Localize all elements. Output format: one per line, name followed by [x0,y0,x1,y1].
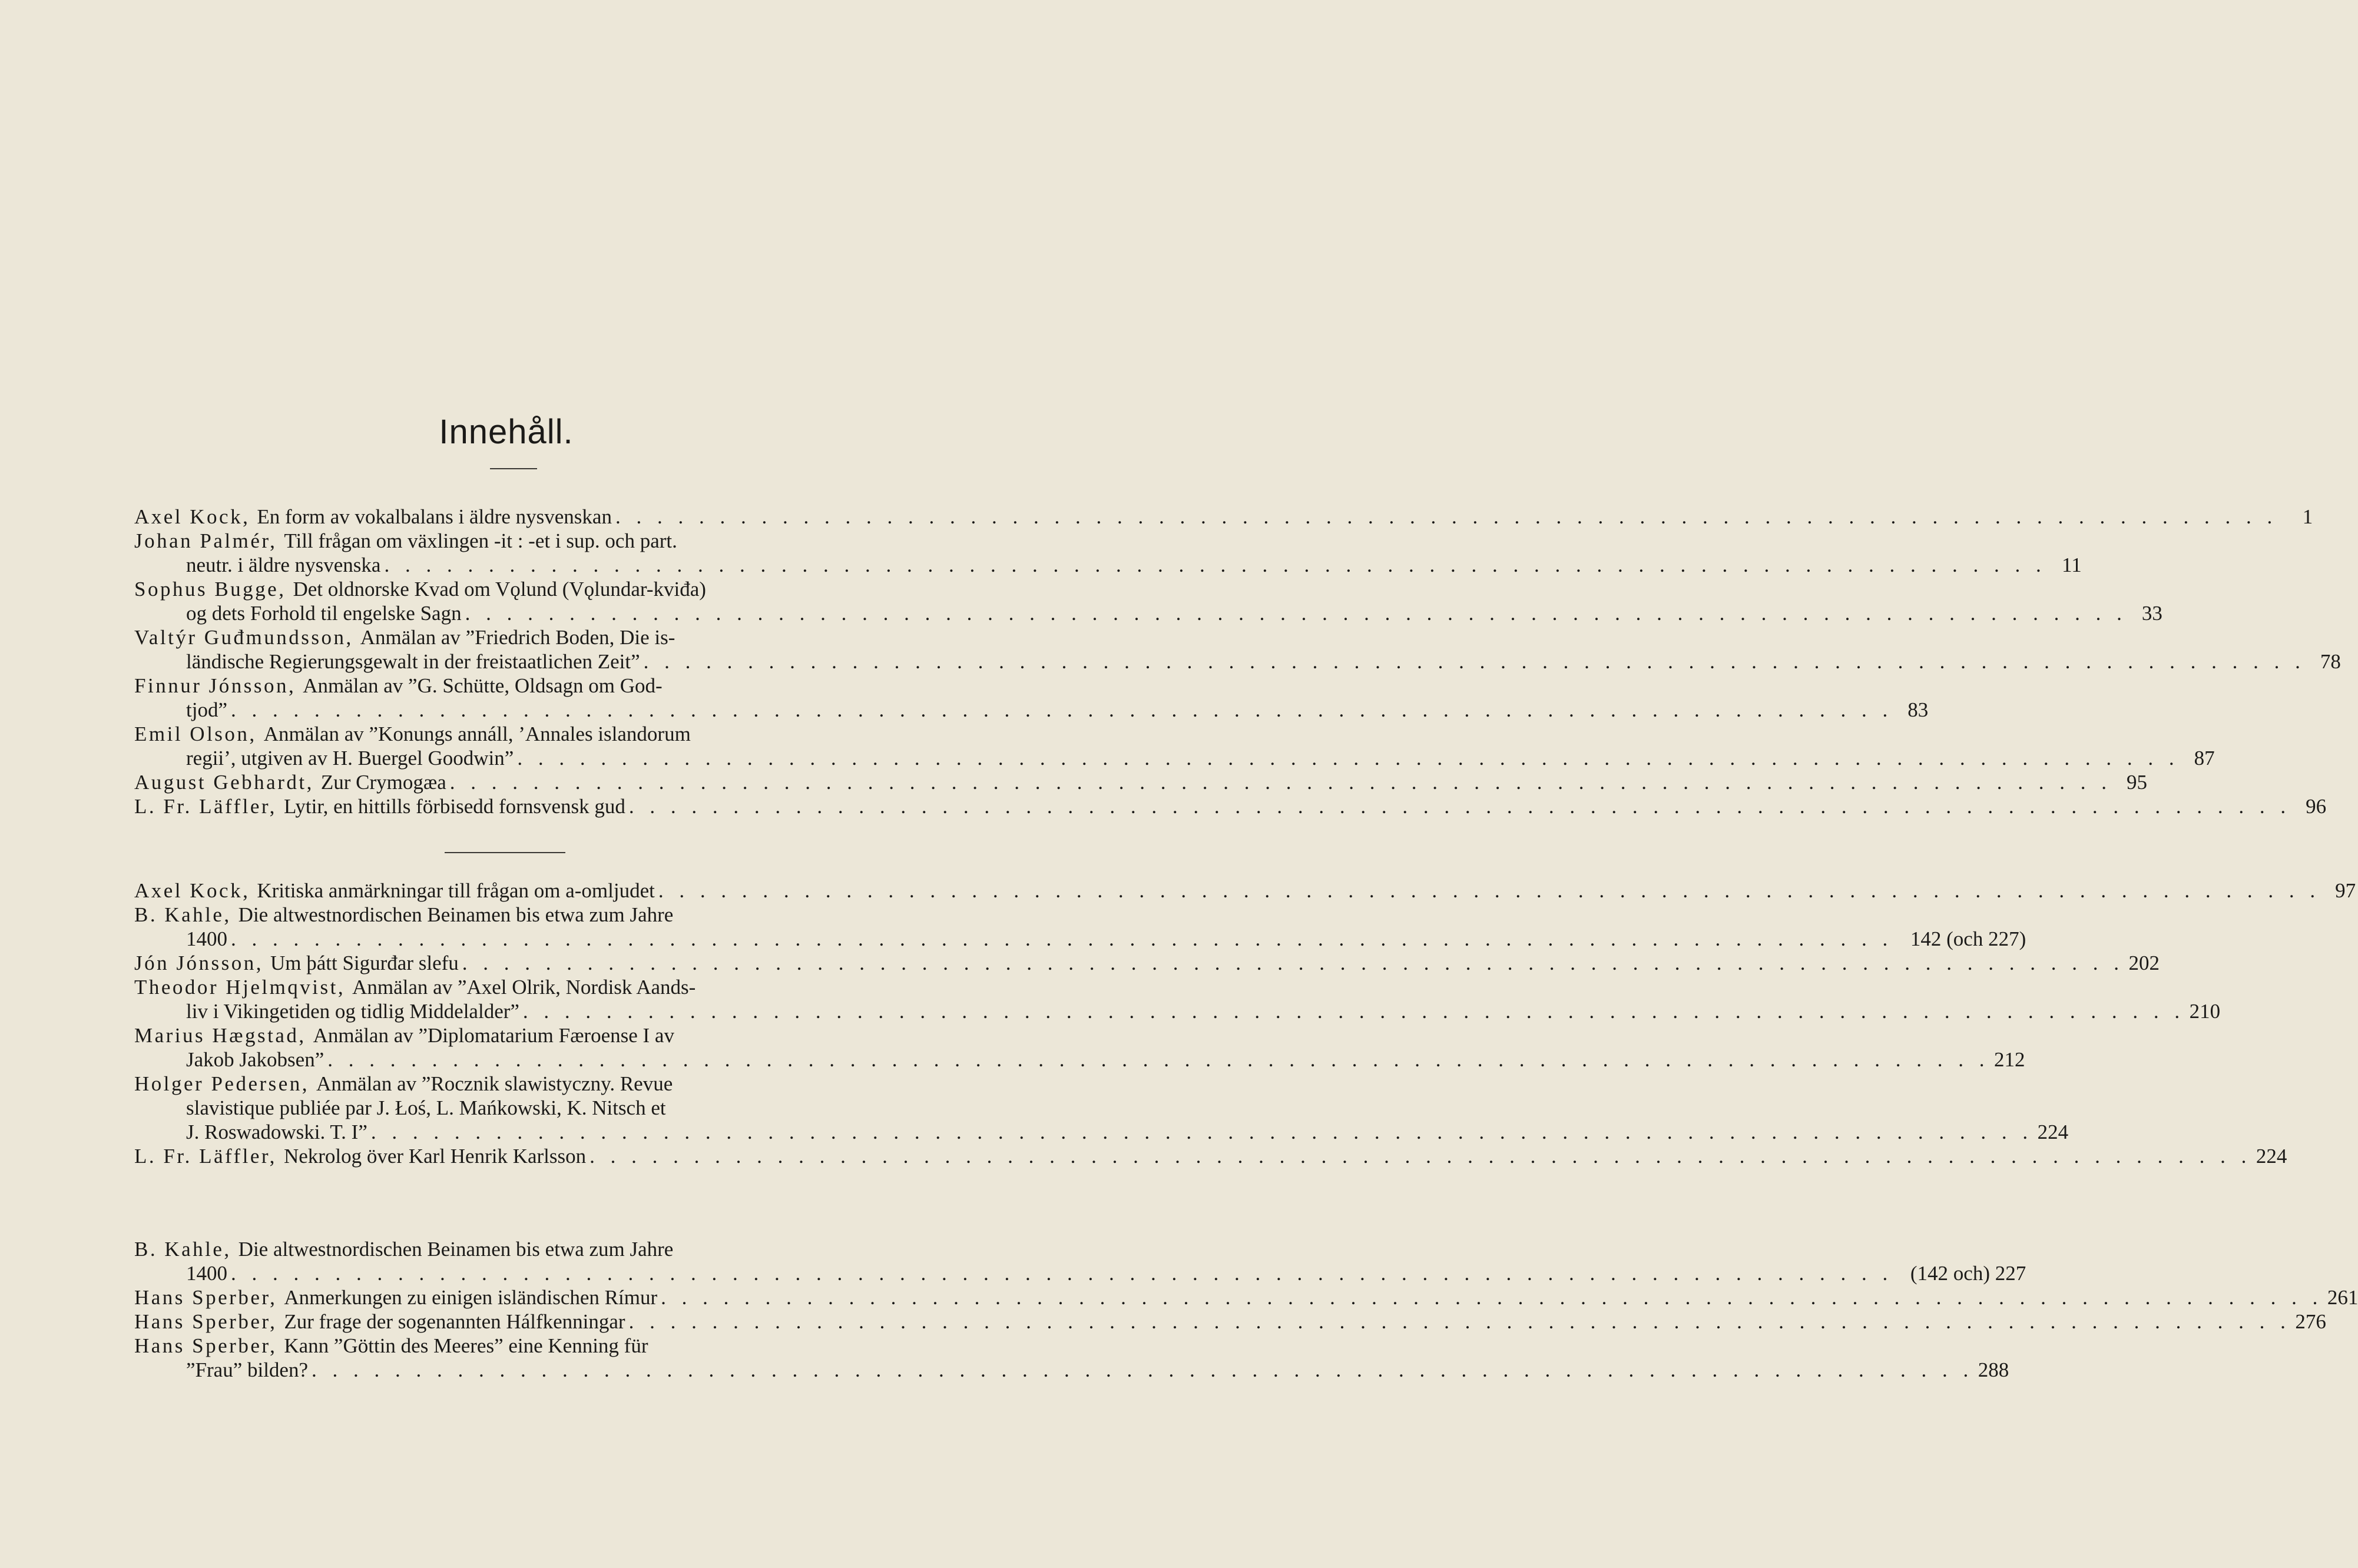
toc-entry [134,1237,2026,1285]
entry-page-number: (142 och) 227 [1910,1262,2026,1285]
dot-leader: . . . . . . . . . . . . . . . . . . . . . . . . . . . . . . . . . . . . . . . . . . . . . . . . . . . . . . . . . . . . . . . . . . . . . . . . . . . . . . . . [615,505,2278,528]
toc-entry-line [134,1047,2025,1072]
entry-title: Anmälan av ”G. Schütte, Oldsagn om God- [303,674,663,697]
toc-entry-line [134,903,877,927]
entry-title: Lytir, en hittills förbisedd fornsvensk gud [283,795,625,818]
dot-leader: . . . . . . . . . . . . . . . . . . . . . . . . . . . . . . . . . . . . . . . . . . . . . . . . . . . . . . . . . . . . . . . . . . . . . . . . . . . . . . . . [312,1358,1974,1381]
toc-entry [134,975,2221,1023]
toc-entry-line [134,1310,2326,1334]
entry-author: Emil Olson, [134,722,257,745]
entry-page-number: 78 [2320,650,2341,673]
toc-entry [134,1144,2287,1168]
entry-title: Kritiska anmärkningar till frågan om a-omljudet [257,879,655,902]
entry-title: Nekrolog över Karl Henrik Karlsson [283,1145,587,1168]
toc-entry-line [134,794,2327,818]
toc-entry-line [134,601,2162,625]
section-divider-1 [445,852,565,853]
entry-title: og dets Forhold til engelske Sagn [186,602,462,625]
entry-page-number: 276 [2295,1310,2326,1333]
dot-leader: . . . . . . . . . . . . . . . . . . . . . . . . . . . . . . . . . . . . . . . . . . . . . . . . . . . . . . . . . . . . . . . . . . . . . . . . . . . . . . . . [449,771,2112,794]
dot-leader: . . . . . . . . . . . . . . . . . . . . . . . . . . . . . . . . . . . . . . . . . . . . . . . . . . . . . . . . . . . . . . . . . . . . . . . . . . . . . . . . [327,1048,1990,1071]
toc-entry [134,625,2341,674]
toc-entry [134,529,2082,577]
entry-title: Till frågan om växlingen -it : -et i sup. och part. [284,529,677,552]
dot-leader: . . . . . . . . . . . . . . . . . . . . . . . . . . . . . . . . . . . . . . . . . . . . . . . . . . . . . . . . . . . . . . . . . . . . . . . . . . . . . . . . [231,927,1893,950]
entry-title: En form av vokalbalans i äldre nysvenskan [257,505,612,528]
entry-author: L. Fr. Läffler, [134,795,277,818]
entry-title: Det oldnorske Kvad om Vǫlund (Vǫlundar-kviđa) [293,578,706,601]
entry-author: Finnur Jónsson, [134,674,296,697]
entry-author: August Gebhardt, [134,771,314,794]
entry-title: ländische Regierungsgewalt in der freistaatlichen Zeit” [186,650,640,673]
entry-author: Marius Hægstad, [134,1024,306,1047]
toc-entry-line [134,722,877,746]
entry-page-number: 11 [2062,553,2082,576]
entry-author: Holger Pedersen, [134,1072,310,1095]
toc-section-3 [134,1237,2358,1382]
toc-section-2 [134,879,2356,1168]
entry-page-number: 33 [2141,602,2162,625]
entry-page-number: 142 (och 227) [1910,927,2026,950]
toc-entry-line [134,649,2341,674]
entry-page-number: 210 [2189,1000,2221,1023]
toc-entry [134,1023,2025,1072]
dot-leader: . . . . . . . . . . . . . . . . . . . . . . . . . . . . . . . . . . . . . . . . . . . . . . . . . . . . . . . . . . . . . . . . . . . . . . . . . . . . . . . . [643,650,2306,673]
toc-entry-line [134,951,2160,975]
dot-leader: . . . . . . . . . . . . . . . . . . . . . . . . . . . . . . . . . . . . . . . . . . . . . . . . . . . . . . . . . . . . . . . . . . . . . . . . . . . . . . . . [628,1310,2291,1333]
toc-entry-line [134,1334,877,1358]
entry-author: B. Kahle, [134,903,231,926]
toc-entry-line [134,577,877,601]
entry-author: Hans Sperber, [134,1286,277,1309]
toc-entry-line [134,1120,2069,1144]
entry-title: Zur frage der sogenannten Hálfkenningar [284,1310,625,1333]
toc-entry-line [134,927,2026,951]
entry-author: Hans Sperber, [134,1310,277,1333]
title-rule [490,468,537,469]
dot-leader: . . . . . . . . . . . . . . . . . . . . . . . . . . . . . . . . . . . . . . . . . . . . . . . . . . . . . . . . . . . . . . . . . . . . . . . . . . . . . . . . [658,879,2321,902]
entry-title: Anmälan av ”Konungs annáll, ’Annales islandorum [263,722,691,745]
toc-entry-line [134,674,877,698]
entry-title: J. Roswadowski. T. I” [186,1121,367,1143]
toc-entry [134,903,2026,951]
entry-page-number: 95 [2127,771,2147,794]
entry-author: Johan Palmér, [134,529,277,552]
toc-entry [134,577,2162,625]
entry-title: 1400 [186,927,227,950]
entry-author: Hans Sperber, [134,1334,277,1357]
entry-title: Kann ”Göttin des Meeres” eine Kenning für [284,1334,648,1357]
dot-leader: . . . . . . . . . . . . . . . . . . . . . . . . . . . . . . . . . . . . . . . . . . . . . . . . . . . . . . . . . . . . . . . . . . . . . . . . . . . . . . . . [384,553,2046,576]
entry-author: Jón Jónsson, [134,952,263,974]
toc-entry [134,674,1929,722]
toc-entry-line [134,1285,2358,1310]
entry-title: Anmälan av ”Rocznik slawistyczny. Revue [316,1072,673,1095]
dot-leader: . . . . . . . . . . . . . . . . . . . . . . . . . . . . . . . . . . . . . . . . . . . . . . . . . . . . . . . . . . . . . . . . . . . . . . . . . . . . . . . . [230,698,1893,721]
toc-entry [134,1334,2009,1382]
entry-page-number: 97 [2335,879,2356,902]
entry-author: L. Fr. Läffler, [134,1145,277,1168]
toc-entry-line [134,1096,877,1120]
entry-page-number: 202 [2128,952,2160,974]
toc-entry-line [134,999,2221,1023]
toc-entry-line [134,505,2313,529]
page-title: Innehåll. [439,413,574,451]
entry-page-number: 96 [2306,795,2327,818]
entry-title: Anmerkungen zu einigen isländischen Rímur [284,1286,658,1309]
entry-title: Die altwestnordischen Beinamen bis etwa zum Jahre [238,1238,674,1261]
entry-title: ”Frau” bilden? [186,1358,308,1381]
toc-entry [134,505,2313,529]
entry-title: Die altwestnordischen Beinamen bis etwa zum Jahre [238,903,674,926]
toc-entry-line [134,529,877,553]
entry-page-number: 288 [1978,1358,2009,1381]
entry-author: Axel Kock, [134,505,250,528]
toc-entry [134,794,2327,818]
entry-title: slavistique publiée par J. Łoś, L. Mańkowski, K. Nitsch et [186,1096,666,1119]
toc-entry [134,770,2147,794]
entry-page-number: 83 [1907,698,1929,721]
toc-entry-line [134,553,2082,577]
toc-section-1 [134,505,2341,818]
toc-entry-line [134,746,2215,770]
toc-entry-line [134,1261,2026,1285]
entry-title: Jakob Jakobsen” [186,1048,324,1071]
entry-author: Axel Kock, [134,879,250,902]
dot-leader: . . . . . . . . . . . . . . . . . . . . . . . . . . . . . . . . . . . . . . . . . . . . . . . . . . . . . . . . . . . . . . . . . . . . . . . . . . . . . . . . [590,1145,2252,1168]
toc-entry [134,722,2215,770]
entry-title: Anmälan av ”Axel Olrik, Nordisk Aands- [352,976,696,999]
toc-entry-line [134,975,877,999]
toc-entry [134,1285,2358,1310]
entry-author: Theodor Hjelmqvist, [134,976,346,999]
toc-entry-line [134,1237,877,1261]
dot-leader: . . . . . . . . . . . . . . . . . . . . . . . . . . . . . . . . . . . . . . . . . . . . . . . . . . . . . . . . . . . . . . . . . . . . . . . . . . . . . . . . [231,1262,1893,1285]
toc-entry-line [134,1023,877,1047]
entry-title: Anmälan av ”Friedrich Boden, Die is- [360,626,675,649]
toc-entry-line [134,770,2147,794]
toc-entry-line [134,879,2356,903]
entry-title: neutr. i äldre nysvenska [186,553,381,576]
dot-leader: . . . . . . . . . . . . . . . . . . . . . . . . . . . . . . . . . . . . . . . . . . . . . . . . . . . . . . . . . . . . . . . . . . . . . . . . . . . . . . . . [370,1121,2034,1143]
entry-page-number: 212 [1994,1048,2025,1071]
entry-author: Valtýr Guđmundsson, [134,626,353,649]
entry-title: Um þátt Sigurđar slefu [270,952,459,974]
entry-author: B. Kahle, [134,1238,231,1261]
entry-page-number: 1 [2302,505,2313,528]
toc-entry-line [134,698,1929,722]
dot-leader: . . . . . . . . . . . . . . . . . . . . . . . . . . . . . . . . . . . . . . . . . . . . . . . . . . . . . . . . . . . . . . . . . . . . . . . . . . . . . . . . [522,1000,2185,1023]
toc-entry [134,1072,2069,1144]
entry-title: Anmälan av ”Diplomatarium Færoense I av [313,1024,674,1047]
entry-title: liv i Vikingetiden og tidlig Middelalder” [186,1000,519,1023]
dot-leader: . . . . . . . . . . . . . . . . . . . . . . . . . . . . . . . . . . . . . . . . . . . . . . . . . . . . . . . . . . . . . . . . . . . . . . . . . . . . . . . . [462,952,2125,974]
dot-leader: . . . . . . . . . . . . . . . . . . . . . . . . . . . . . . . . . . . . . . . . . . . . . . . . . . . . . . . . . . . . . . . . . . . . . . . . . . . . . . . . [517,747,2180,770]
toc-entry-line [134,1072,877,1096]
toc-entry [134,951,2160,975]
entry-page-number: 261 [2327,1286,2358,1309]
toc-entry-line [134,1144,2287,1168]
toc-entry [134,879,2356,903]
toc-entry [134,1310,2326,1334]
entry-title: Zur Crymogæa [320,771,446,794]
entry-title: 1400 [186,1262,227,1285]
toc-entry-line [134,1358,2009,1382]
entry-page-number: 87 [2194,747,2215,770]
dot-leader: . . . . . . . . . . . . . . . . . . . . . . . . . . . . . . . . . . . . . . . . . . . . . . . . . . . . . . . . . . . . . . . . . . . . . . . . . . . . . . . . [661,1286,2323,1309]
entry-title: regii’, utgiven av H. Buergel Goodwin” [186,747,514,770]
entry-page-number: 224 [2256,1145,2287,1168]
toc-entry-line [134,625,877,649]
dot-leader: . . . . . . . . . . . . . . . . . . . . . . . . . . . . . . . . . . . . . . . . . . . . . . . . . . . . . . . . . . . . . . . . . . . . . . . . . . . . . . . . [628,795,2291,818]
dot-leader: . . . . . . . . . . . . . . . . . . . . . . . . . . . . . . . . . . . . . . . . . . . . . . . . . . . . . . . . . . . . . . . . . . . . . . . . . . . . . . . . [465,602,2127,625]
entry-title: tjod” [186,698,227,721]
entry-author: Sophus Bugge, [134,578,286,601]
entry-page-number: 224 [2037,1121,2069,1143]
